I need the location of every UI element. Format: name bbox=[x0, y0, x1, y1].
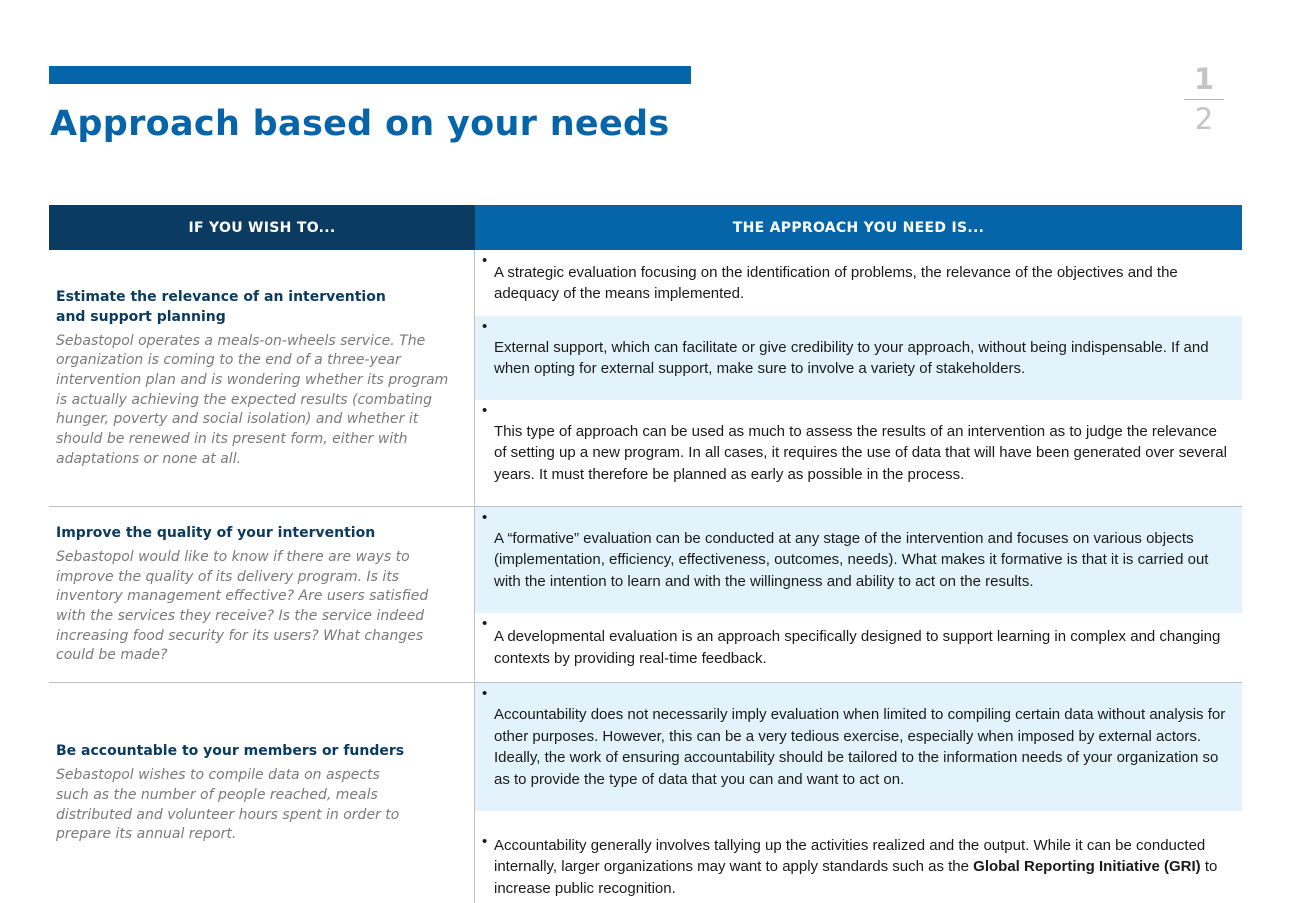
approach-item bbox=[475, 507, 1242, 613]
goal-cell bbox=[49, 683, 475, 903]
page-title: Approach based on your needs bbox=[50, 104, 670, 144]
approach-table bbox=[49, 205, 1242, 903]
goal-cell bbox=[49, 250, 475, 506]
approach-item bbox=[475, 316, 1242, 400]
approach-text-after: to increase public recognition. bbox=[494, 858, 1218, 897]
approach-item bbox=[475, 683, 1242, 811]
goal-example: Sebastopol wishes to compile data on aspects such as the number of people reached, meals distributed and volunteer hours spent in order to prepare its annual report. bbox=[56, 767, 400, 843]
approach-item bbox=[475, 400, 1242, 506]
approach-cell bbox=[475, 250, 1242, 506]
page-indicator bbox=[1184, 62, 1224, 136]
approach-item bbox=[475, 613, 1242, 682]
table-row bbox=[49, 507, 1242, 683]
page-current: 1 bbox=[1193, 62, 1215, 96]
approach-cell bbox=[475, 507, 1242, 682]
bullet-icon: • bbox=[482, 318, 488, 335]
approach-item bbox=[475, 250, 1242, 316]
bullet-icon: • bbox=[482, 833, 488, 850]
table-header bbox=[49, 205, 1242, 250]
goal-example: Sebastopol operates a meals-on-wheels service. The organization is coming to the end of a three-year intervention plan and is wondering whether its program is actually achieving the expected results (combating hunger, poverty and social isolation) and whether it should be renewed in its present form, either with adaptations or none at all. bbox=[56, 332, 449, 467]
approach-text-before: Accountability generally involves tallying up the activities realized and the output. While it can be conducted internally, larger organizations may want to apply standards such as the bbox=[494, 836, 1206, 876]
goal-title: Estimate the relevance of an intervention and support planning bbox=[56, 288, 386, 325]
bullet-icon: • bbox=[482, 252, 488, 269]
column-header-wish: IF YOU WISH TO... bbox=[49, 205, 475, 250]
page-total: 2 bbox=[1194, 102, 1214, 136]
approach-text: Accountability does not necessarily imply evaluation when limited to compiling certain data without analysis for other purposes. However, this can be a very tedious exercise, especially when imposed by external actors. Ideally, the work of ensuring accountability should be tailored to the information needs of your organization so as to provide the type of data that you can and want to act on. bbox=[494, 706, 1226, 788]
page-fraction-divider bbox=[1184, 99, 1224, 100]
gri-standard-name: Global Reporting Initiative (GRI) bbox=[973, 858, 1201, 876]
approach-cell bbox=[475, 683, 1242, 903]
goal-cell bbox=[49, 507, 475, 682]
approach-text: A “formative” evaluation can be conducted at any stage of the intervention and focuses on various objects (implementation, efficiency, effectiveness, outcomes, needs). What makes it formative is that it is carried out with the intention to learn and with the willingness and ability to act on the results. bbox=[494, 529, 1209, 590]
table-row bbox=[49, 683, 1242, 903]
bullet-icon: • bbox=[482, 509, 488, 526]
column-header-approach: THE APPROACH YOU NEED IS... bbox=[475, 205, 1242, 250]
bullet-icon: • bbox=[482, 685, 488, 702]
header-accent-bar bbox=[49, 66, 691, 84]
bullet-icon: • bbox=[482, 615, 488, 632]
goal-title: Be accountable to your members or funders bbox=[56, 743, 405, 760]
approach-text bbox=[494, 835, 1230, 900]
bullet-icon: • bbox=[482, 402, 488, 419]
approach-item bbox=[475, 811, 1242, 903]
approach-text: A strategic evaluation focusing on the identification of problems, the relevance of the objectives and the adequacy of the means implemented. bbox=[494, 263, 1178, 302]
approach-text: This type of approach can be used as much to assess the results of an intervention as to judge the relevance of setting up a new program. In all cases, it requires the use of data that will have been generated over several years. It must therefore be planned as early as possible in the process. bbox=[494, 422, 1227, 483]
approach-text: A developmental evaluation is an approach specifically designed to support learning in complex and changing contexts by providing real-time feedback. bbox=[494, 628, 1221, 667]
goal-title: Improve the quality of your intervention bbox=[56, 524, 376, 541]
goal-example: Sebastopol would like to know if there are ways to improve the quality of its delivery program. Is its inventory management effective? Are users satisfied with the services they receive? Is the service indeed increasing food security for its users? What changes could be made? bbox=[56, 548, 429, 664]
approach-text: External support, which can facilitate or give credibility to your approach, without being indispensable. If and when opting for external support, make sure to involve a variety of stakeholders. bbox=[494, 338, 1209, 377]
table-row bbox=[49, 250, 1242, 507]
